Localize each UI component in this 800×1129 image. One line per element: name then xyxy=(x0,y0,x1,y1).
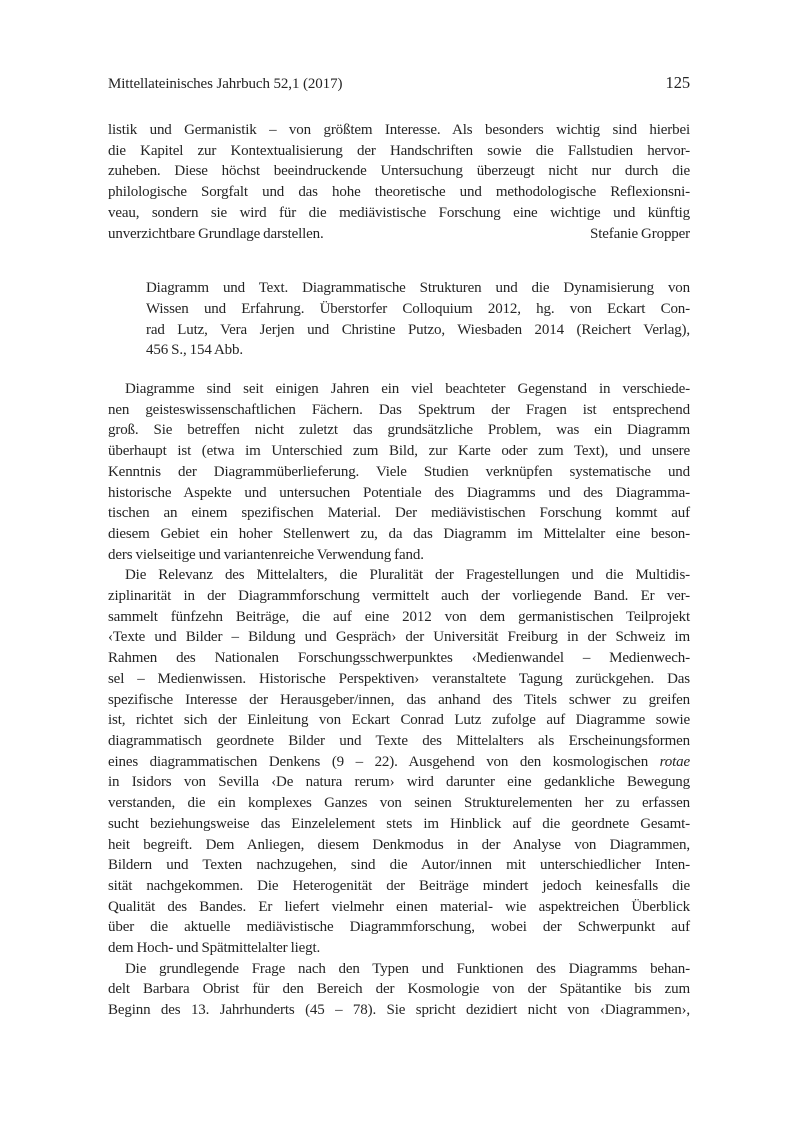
text-line: dem Hoch- und Spätmittelalter liegt. xyxy=(108,940,321,957)
paragraph xyxy=(108,565,690,958)
text-line: listik und Germanistik – von größtem Interesse. Als besonders wichtig sind hierbei xyxy=(108,122,690,138)
text-line: sammelt fünfzehn Beiträge, die auf eine 2012 von dem germanistischen Teilprojekt xyxy=(108,608,690,625)
paragraph xyxy=(108,959,690,1021)
book-citation xyxy=(146,278,690,361)
text-line: überhaupt ist (etwa im Unterschied zum Bild, zur Karte oder zum Text), und unsere xyxy=(108,443,690,460)
text-line: veau, sondern sie wird für die mediävistische Forschung eine wichtige und künftig xyxy=(108,204,690,221)
text-line: Wissen und Erfahrung. Überstorfer Colloquium 2012, hg. von Eckart Con- xyxy=(146,300,690,317)
page-number: 125 xyxy=(665,73,690,92)
text-line: die Kapitel zur Kontextualisierung der Handschriften sowie die Fallstudien hervor- xyxy=(108,142,690,159)
text-line: Bildern und Texten nachzugehen, sind die Autor/innen mit unterschiedlicher Inten- xyxy=(108,857,690,874)
text-line: spezifische Interesse der Herausgeber/innen, das anhand des Titels schwer zu greifen xyxy=(108,691,690,708)
text-line: zuheben. Diese höchst beeindruckende Untersuchung überzeugt nicht nur durch die xyxy=(108,163,690,180)
text-line: ziplinarität in der Diagrammforschung vermittelt auch der vorliegende Band. Er ver- xyxy=(108,588,690,605)
text-line: verstanden, die ein komplexes Ganzes von seinen Strukturelementen her zu erfassen xyxy=(108,795,690,812)
text-line: 456 S., 154 Abb. xyxy=(146,342,243,359)
text-line: ist, richtet sich der Einleitung von Eckart Conrad Lutz zufolge auf Diagramme sowie xyxy=(108,712,690,729)
text-line: sel – Medienwissen. Historische Perspektiven› veranstaltete Tagung zurückgehen. Das xyxy=(108,670,690,687)
text-line: ‹Texte und Bilder – Bildung und Gespräch› der Universität Freiburg in der Schweiz im xyxy=(108,629,690,646)
paragraph xyxy=(108,120,690,244)
reviewer-name: Stefanie Gropper xyxy=(590,225,690,242)
text-line: sucht beziehungsweise das Einzelelement stets im Hinblick auf die geordnete Gesamt- xyxy=(108,815,690,832)
running-header xyxy=(108,72,690,95)
text-block xyxy=(108,72,690,1021)
text-line: groß. Sie betreffen nicht zuletzt das grundsätzliche Problem, was ein Diagramm xyxy=(108,422,690,439)
text-line: Diagramm und Text. Diagrammatische Strukturen und die Dynamisierung von xyxy=(146,280,690,297)
text-line: Rahmen des Nationalen Forschungsschwerpunktes ‹Medienwandel – Medienwech- xyxy=(108,650,690,667)
text-line: philologische Sorgfalt und das hohe theoretische und methodologische Reflexionsni- xyxy=(108,184,690,201)
text-line: diesem Gebiet ein hoher Stellenwert zu, da das Diagramm im Mittelalter eine beson- xyxy=(108,525,690,542)
text-line: Beginn des 13. Jahrhunderts (45 – 78). Sie spricht dezidiert nicht von ‹Diagrammen›, xyxy=(108,1002,690,1019)
text-line: tischen an einem spezifischen Material. Der mediävistischen Forschung kommt auf xyxy=(108,505,690,522)
text-line: Qualität des Bandes. Er liefert vielmehr einen material- wie aspektreichen Überblick xyxy=(108,898,690,915)
text-line: rad Lutz, Vera Jerjen und Christine Putzo, Wiesbaden 2014 (Reichert Verlag), xyxy=(146,321,690,338)
text-line: über die aktuelle mediävistische Diagrammforschung, wobei der Schwerpunkt auf xyxy=(108,919,690,936)
text-line: Die Relevanz des Mittelalters, die Pluralität der Fragestellungen und die Multidis- xyxy=(125,567,690,584)
text-line: heit begreift. Dem Anliegen, diesem Denkmodus in der Analyse von Diagrammen, xyxy=(108,836,690,853)
text-line: diagrammatisch geordnete Bilder und Texte des Mittelalters als Erscheinungsformen xyxy=(108,732,690,749)
text-line: sität nachgekommen. Die Heterogenität der Beiträge mindert jedoch keinesfalls die xyxy=(108,877,690,894)
text-line: Die grundlegende Frage nach den Typen und Funktionen des Diagramms behan- xyxy=(125,960,690,977)
text-line: in Isidors von Sevilla ‹De natura rerum› wird darunter eine gedankliche Bewegung xyxy=(108,774,690,791)
text-line: Kenntnis der Diagrammüberlieferung. Viele Studien verknüpfen systematische und xyxy=(108,463,690,480)
text-line: eines diagrammatischen Denkens (9 – 22). Ausgehend von den kosmologischen rotae xyxy=(108,753,690,770)
paragraph xyxy=(108,379,690,565)
closing-sentence: unverzichtbare Grundlage darstellen. xyxy=(108,225,324,242)
text-line: historische Aspekte und untersuchen Potentiale des Diagramms und des Diagramma- xyxy=(108,484,690,501)
text-line: ders vielseitige und variantenreiche Verwendung fand. xyxy=(108,546,424,563)
paragraph-end-row xyxy=(108,224,690,245)
text-line: delt Barbara Obrist für den Bereich der Kosmologie von der Spätantike bis zum xyxy=(108,981,690,998)
review-text xyxy=(108,120,690,1021)
journal-title: Mittellateinisches Jahrbuch 52,1 (2017) xyxy=(108,76,343,92)
text-line: nen geisteswissenschaftlichen Fächern. Das Spektrum der Fragen ist entsprechend xyxy=(108,401,690,418)
text-line: Diagramme sind seit einigen Jahren ein viel beachteter Gegenstand in verschiede- xyxy=(125,381,690,398)
